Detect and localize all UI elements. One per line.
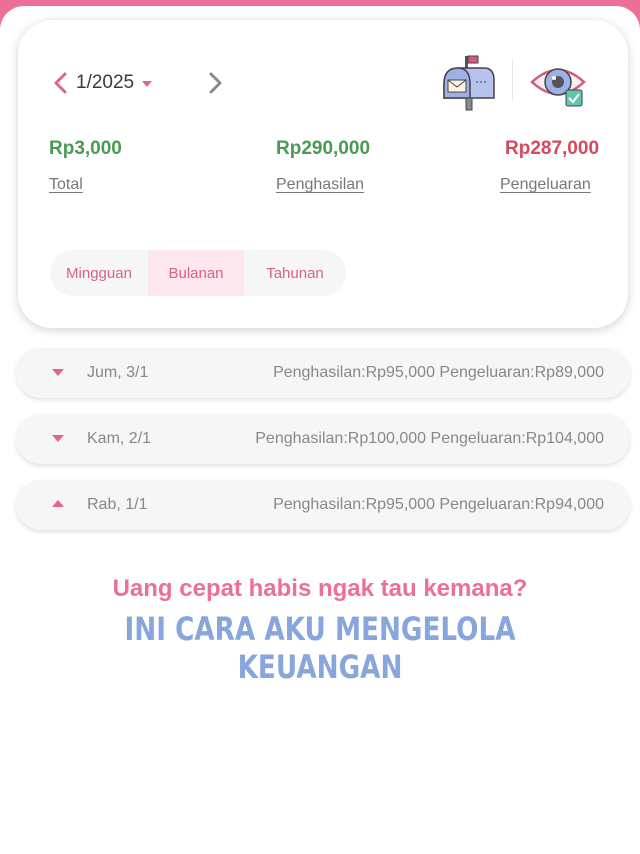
day-date: Rab, 1/1 xyxy=(87,496,148,513)
tab-bulanan[interactable]: Bulanan xyxy=(148,250,244,296)
period-tabs xyxy=(50,250,346,296)
eye-check-icon[interactable] xyxy=(528,56,588,112)
chevron-left-icon[interactable] xyxy=(46,68,76,98)
divider xyxy=(512,60,513,100)
mailbox-icon[interactable] xyxy=(440,54,496,112)
caret-down-icon xyxy=(52,367,64,377)
day-row[interactable] xyxy=(16,348,630,398)
day-row[interactable] xyxy=(16,480,630,530)
tab-mingguan[interactable]: Mingguan xyxy=(66,264,132,282)
day-income: Penghasilan:Rp95,000 xyxy=(273,364,435,381)
day-expense: Pengeluaran:Rp89,000 xyxy=(439,364,604,381)
month-selector[interactable] xyxy=(76,68,152,98)
income-label[interactable]: Penghasilan xyxy=(276,176,365,193)
total-value: Rp3,000 xyxy=(49,138,122,159)
day-summary xyxy=(255,430,604,448)
caret-down-icon xyxy=(142,81,152,87)
caret-down-icon xyxy=(52,433,64,443)
day-summary xyxy=(273,364,604,382)
expense-value: Rp287,000 xyxy=(505,138,600,159)
caption-subheadline: INI CARA AKU MENGELOLA KEUANGAN xyxy=(124,610,516,686)
day-income: Penghasilan:Rp95,000 xyxy=(273,496,435,513)
day-summary xyxy=(273,496,604,514)
expense-label[interactable]: Pengeluaran xyxy=(500,176,591,193)
day-income: Penghasilan:Rp100,000 xyxy=(255,430,427,447)
tab-tahunan[interactable]: Tahunan xyxy=(266,264,324,282)
day-row[interactable] xyxy=(16,414,630,464)
total-label[interactable]: Total xyxy=(49,176,83,193)
day-date: Kam, 2/1 xyxy=(87,430,152,447)
day-expense: Pengeluaran:Rp104,000 xyxy=(430,430,604,447)
income-value: Rp290,000 xyxy=(276,138,371,159)
day-expense: Pengeluaran:Rp94,000 xyxy=(439,496,604,513)
caret-up-icon xyxy=(52,499,64,509)
day-date: Jum, 3/1 xyxy=(87,364,149,381)
month-label: 1/2025 xyxy=(76,72,135,93)
chevron-right-icon[interactable] xyxy=(200,68,230,98)
caption-headline: Uang cepat habis ngak tau kemana? xyxy=(112,575,528,602)
